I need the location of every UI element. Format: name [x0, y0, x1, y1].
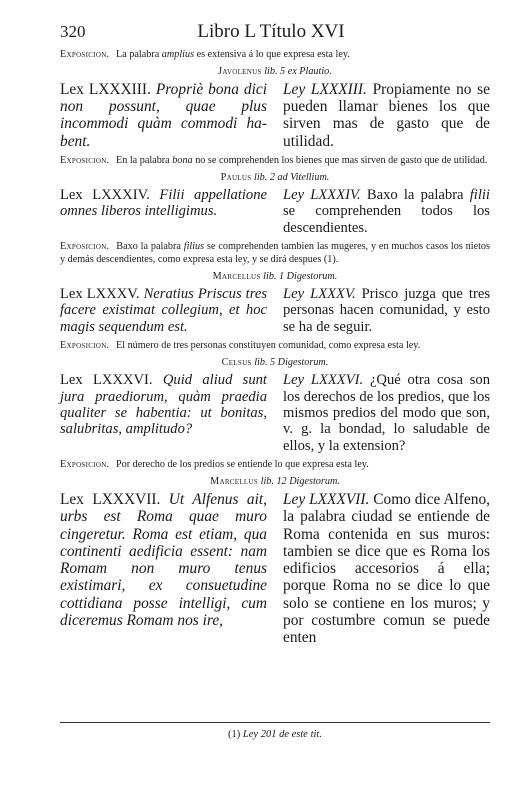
source-citation: [60, 475, 490, 488]
exposition-text-rest: no se comprehenden los bienes que mas sirven de gasto que de utilidad.: [192, 154, 488, 166]
exposition-text: En la palabra: [115, 154, 173, 166]
spanish-column: [283, 491, 490, 646]
latin-column: [60, 187, 267, 236]
exposition-text: La palabra: [115, 49, 162, 60]
source-author: Marcellus: [210, 476, 259, 488]
source-citation: [60, 270, 490, 283]
source-author: Celsus: [221, 357, 252, 369]
spanish-column: [283, 187, 490, 236]
exposition-paragraph: [60, 458, 490, 471]
spanish-law-number: Ley LXXXVI.: [283, 372, 364, 389]
exposition-paragraph: [60, 339, 490, 352]
exposition-paragraph: [60, 240, 490, 266]
exposition-label: Exposicion.: [60, 459, 110, 471]
exposition-label: Exposicion.: [60, 241, 110, 253]
latin-law-text: Neratius Priscus tres facere existimat collegium, et hoc magis sequendum est.: [60, 286, 267, 335]
latin-law-text: Propriè bona dici non possunt, quae plus incommodi quàm commodi habent.: [60, 81, 267, 150]
exposition-label: Exposicion.: [60, 49, 110, 60]
footnote-text: Ley 201: [242, 729, 277, 740]
law-87: [60, 491, 490, 646]
spanish-law-text-rest: se comprehenden todos los descendientes.: [283, 203, 490, 236]
law-86: [60, 372, 490, 454]
exposition-term: filius: [183, 241, 205, 253]
latin-column: [60, 372, 267, 454]
spanish-column: [283, 81, 490, 150]
spanish-law-text: Prisco juzga que tres personas hacen comunidad, y esto se ha de seguir.: [283, 286, 491, 335]
page-number: 320: [60, 22, 86, 41]
latin-law-text: Ut Alfenus ait, urbs est Roma quae muro cingeretur. Roma est etiam, qua continenti aedificia essent: nam Romam non muro tenus existimari, ex consuetudine cottidiana posse intelligi, cum diceremus Romam nos ire,: [60, 491, 267, 629]
law-84: [60, 187, 490, 236]
exposition-text-rest: se comprehenden tambien las mugeres, y en muchos casos los nietos y demás descendientes, como expresa esta ley, y se dirá despues (1).: [60, 241, 490, 266]
page-content: [60, 48, 490, 650]
latin-law-number: Lex LXXXIV.: [60, 186, 160, 203]
source-author: Paulus: [220, 171, 252, 183]
exposition-label: Exposicion.: [60, 340, 110, 352]
spanish-law-number: Ley LXXXV.: [283, 286, 356, 303]
exposition-label: Exposicion.: [60, 154, 110, 166]
page-header: [60, 22, 482, 44]
footnote-text-rest: de este tit.: [276, 729, 322, 740]
exposition-text-rest: es extensiva á lo que expresa esta ley.: [194, 49, 350, 60]
law-85: [60, 286, 490, 335]
spanish-column: [283, 372, 490, 454]
spanish-law-text: ¿Qué otra cosa son los derechos de los predios, que los mismos predios del modo que son, v. g. la bondad, lo saludable de ellos, y la extension?: [283, 372, 490, 454]
spanish-law-number: Ley LXXXIII.: [283, 81, 367, 98]
footnote-mark: (1): [228, 729, 243, 740]
latin-column: [60, 491, 267, 646]
latin-law-number: Lex LXXXVI.: [60, 372, 163, 389]
footnote: [60, 729, 490, 740]
source-author: Javolenus: [218, 66, 262, 77]
spanish-law-text: Baxo la palabra: [360, 186, 470, 203]
footnote-divider: [60, 722, 490, 723]
exposition-term: bona: [172, 154, 193, 166]
latin-column: [60, 81, 267, 150]
exposition-text: El número de tres personas constituyen comunidad, como expresa esta ley.: [115, 340, 421, 352]
spanish-law-number: Ley LXXXIV.: [283, 186, 361, 203]
source-citation: [60, 356, 490, 369]
exposition-text: Por derecho de los predios se entiende lo que expresa esta ley.: [115, 459, 369, 471]
source-citation: [60, 171, 490, 184]
exposition-text: Baxo la palabra: [116, 241, 184, 253]
source-reference: lib. 5 Digestorum.: [251, 357, 329, 369]
source-author: Marcellus: [212, 271, 261, 283]
latin-law-text: Quid aliud sunt jura praediorum, quàm praedia qualiter se habentia: ut bonitas, salubritas, amplitudo?: [60, 372, 267, 438]
law-83: [60, 81, 490, 150]
latin-column: [60, 286, 267, 335]
running-title: Libro L Título XVI: [197, 21, 345, 42]
source-reference: lib. 2 ad Vitellium.: [251, 171, 330, 183]
latin-law-number: Lex LXXXVII.: [60, 491, 169, 509]
spanish-law-text: Como dice Alfeno, la palabra ciudad se entiende de Roma contenida en sus muros: tambien se dice que es Roma los edificios accesorios á ella; porque Roma no se dice lo que solo se contiene en los muros; y por costumbre comun se puede enten: [283, 491, 490, 646]
spanish-law-text: Propiamente no se pueden llamar bienes los que sirven mas de gasto que de utilidad.: [283, 81, 490, 150]
latin-law-number: Lex LXXXIII.: [60, 81, 156, 98]
exposition-paragraph: [60, 48, 490, 61]
exposition-term: amplius: [161, 49, 195, 60]
latin-law-number: Lex LXXXV.: [60, 286, 144, 303]
source-reference: lib. 1 Digestorum.: [260, 271, 338, 283]
source-citation: [60, 65, 490, 78]
exposition-paragraph: [60, 154, 490, 167]
spanish-column: [283, 286, 490, 335]
spanish-law-number: Ley LXXXVII.: [283, 491, 370, 509]
source-reference: lib. 12 Digestorum.: [258, 476, 340, 488]
source-reference: lib. 5 ex Plautio.: [261, 66, 332, 77]
latin-law-text: Filii appellatione omnes liberos intelligimus.: [60, 186, 267, 220]
spanish-law-term: filii: [469, 186, 490, 203]
